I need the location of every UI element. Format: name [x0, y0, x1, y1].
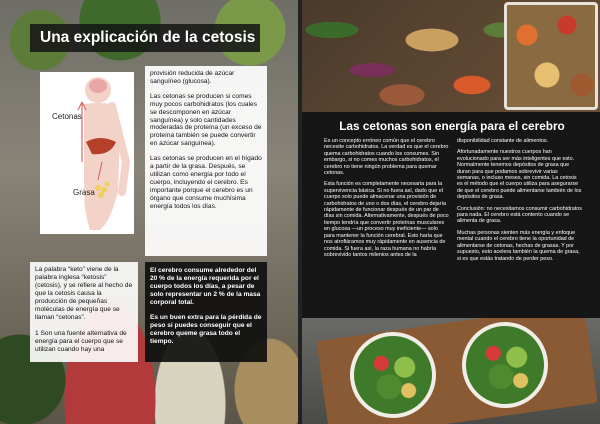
paragraph: disponibilidad constante de alimentos.	[457, 138, 549, 144]
right-page	[302, 0, 600, 424]
label-cetonas: Cetonas	[52, 112, 82, 121]
paragraph: 1 Son una fuente alternativa de energía para el cuerpo que se utilizan cuando hay una	[35, 330, 127, 353]
section-title: Las cetonas son energía para el cerebro	[339, 119, 565, 133]
article-text	[324, 138, 582, 316]
text-column-2	[457, 138, 582, 316]
paragraph: El cerebro consume alrededor del 20 % de la energía requerida por el cuerpo todos los días, a pesar de solo representar un 2 % de la masa corporal total.	[150, 267, 261, 306]
paragraph: provisión reducida de azúcar sanguíneo (glucosa).	[150, 70, 235, 85]
paragraph: Es un buen extra para la pérdida de peso si puedes conseguir que el cerebro queme grasa todo el tiempo.	[150, 314, 262, 345]
anatomy-illustration	[40, 72, 134, 234]
salad-photo	[302, 318, 600, 424]
paragraph: Es un concepto erróneo común que el cerebro necesite carbohidratos. La verdad es que el cerebro quema carbohidratos cuando los consumes. Sin embargo, si no comes muchos carbohidratos, el cerebro no tiene ningún problema para quemar cetonas.	[324, 138, 449, 177]
paragraph: Afortunadamente nuestros cuerpos han evolucionado para ser más inteligentes que esto. Normalmente tenemos depósitos de grasa que duran para que podamos sobrevivir varias semanas, o incluso meses, sin comida. La cetosis es el método que el cuerpo utiliza para asegurarse de que el cerebro puede alimentarse también de los depósitos de grasa.	[457, 149, 582, 201]
food-photo-inset	[504, 2, 598, 110]
salad-bowl-icon	[350, 332, 436, 418]
page-title: Una explicación de la cetosis	[30, 24, 260, 52]
paragraph: Las cetonas se producen en el hígado a partir de la grasa. Después, se utilizan como energía por todo el cuerpo, incluyendo el cerebro. Es importante porque el cerebro es un órgano que consume muchísima energía todos los días.	[150, 155, 262, 210]
label-grasa: Grasa	[73, 188, 95, 197]
text-column-lower-left	[30, 262, 138, 362]
food-photo-top	[302, 0, 600, 112]
text-column-1	[324, 138, 449, 316]
left-page	[0, 0, 298, 424]
text-column-upper	[145, 66, 267, 256]
paragraph: Esta función es completamente necesaria para la supervivencia básica. Si no fuera así, dado que el cuerpo solo puede almacenar una provisión de carbohidratos de uno o dos días, el cerebro dejaría rápidamente de funcionar después de un par de días sin comida. Alternativamente, después de poco tiempo tendría que convertir proteínas musculares en glucosa —un proceso muy ineficiente— solo para mantener la función cerebral. Esto haría que nos atrofiáramos muy rápidamente en ausencia de comida. Si fuera así, la raza humana no habría sobrevivido tantos milenios antes de la	[324, 181, 449, 258]
paragraph: Conclusión: no necesitamos consumir carbohidratos para nada. El cerebro está contento cuando se alimenta de grasa.	[457, 205, 582, 225]
salad-bowl-icon	[462, 322, 548, 408]
highlight-box	[145, 262, 267, 362]
paragraph: Muchas personas sienten más energía y enfoque mental cuando el cerebro tiene la oportunidad de alimentarse de cetonas, hechas de grasas. Y por supuesto, esto acelera también la quema de grasa, si es que estás tratando de perder peso.	[457, 229, 580, 262]
human-body-icon	[40, 72, 134, 234]
paragraph: Las cetonas se producen si comes muy pocos carbohidratos (los cuales se descomponen en azúcar sanguínea) y solo cantidades moderadas de proteína (un exceso de proteína también se puede convertir en azúcar sanguínea).	[150, 92, 262, 148]
paragraph: La palabra “keto” viene de la palabra inglesa “ketosis” (cetosis), y se refiere al hecho de que la cetosis causa la producción de pequeñas moléculas de energía que se llaman “cetonas”.	[35, 266, 133, 321]
